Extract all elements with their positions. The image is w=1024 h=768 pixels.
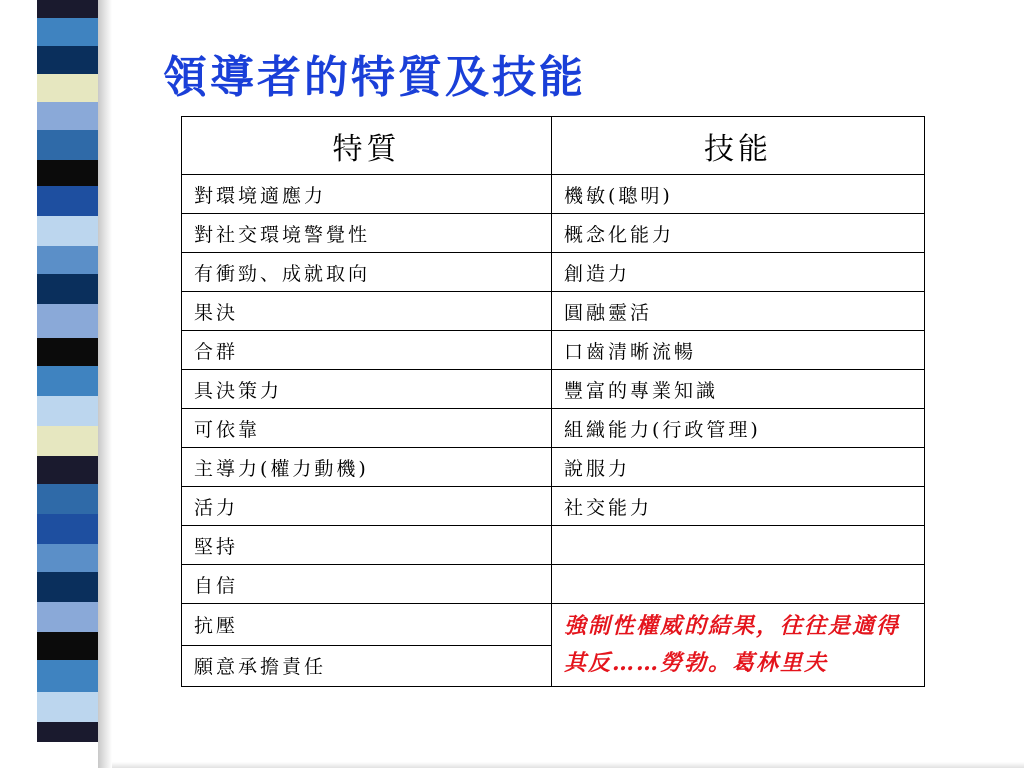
trait-cell: 對社交環境警覺性 [182, 214, 552, 253]
stripe-segment [37, 396, 98, 426]
skill-cell: 圓融靈活 [552, 292, 925, 331]
stripe-segment [37, 46, 98, 74]
table-row [182, 331, 925, 370]
skill-cell: 社交能力 [552, 487, 925, 526]
skill-cell [552, 526, 925, 565]
header-traits: 特質 [182, 117, 552, 175]
table-row [182, 487, 925, 526]
stripe-segment [37, 456, 98, 484]
stripe-segment [37, 572, 98, 602]
traits-skills-table [181, 116, 925, 687]
table-row [182, 175, 925, 214]
trait-cell: 可依靠 [182, 409, 552, 448]
bottom-edge-shadow [112, 762, 1024, 768]
stripe-segment [37, 160, 98, 186]
stripe-segment [37, 338, 98, 366]
trait-cell: 有衝勁、成就取向 [182, 253, 552, 292]
skill-cell: 說服力 [552, 448, 925, 487]
table-header-row [182, 117, 925, 175]
stripe-segment [37, 102, 98, 130]
trait-cell: 對環境適應力 [182, 175, 552, 214]
trait-cell: 願意承擔責任 [182, 645, 552, 687]
stripe-segment [37, 304, 98, 338]
skill-cell: 口齒清晰流暢 [552, 331, 925, 370]
stripe-segment [37, 632, 98, 660]
table-row [182, 604, 925, 646]
trait-cell: 抗壓 [182, 604, 552, 646]
table-row [182, 448, 925, 487]
stripe-segment [37, 544, 98, 572]
slide-title: 領導者的特質及技能 [163, 52, 586, 103]
stripe-segment [37, 18, 98, 46]
table-row [182, 565, 925, 604]
stripe-segment [37, 274, 98, 304]
stripe-segment [37, 0, 98, 18]
trait-cell: 合群 [182, 331, 552, 370]
skill-cell: 豐富的專業知識 [552, 370, 925, 409]
stripe-segment [37, 426, 98, 456]
quote-note: 強制性權威的結果，往往是適得其反……勞勃。葛林里夫 [552, 604, 925, 687]
trait-cell: 自信 [182, 565, 552, 604]
trait-cell: 堅持 [182, 526, 552, 565]
trait-cell: 主導力(權力動機) [182, 448, 552, 487]
trait-cell: 具決策力 [182, 370, 552, 409]
trait-cell: 果決 [182, 292, 552, 331]
skill-cell [552, 565, 925, 604]
header-skills: 技能 [552, 117, 925, 175]
skill-cell: 機敏(聰明) [552, 175, 925, 214]
table-row [182, 292, 925, 331]
stripe-segment [37, 186, 98, 216]
stripe-segment [37, 602, 98, 632]
table-row [182, 409, 925, 448]
stripe-segment [37, 216, 98, 246]
stripe-shadow [98, 0, 112, 768]
skill-cell: 概念化能力 [552, 214, 925, 253]
stripe-segment [37, 246, 98, 274]
stripe-segment [37, 692, 98, 722]
skill-cell: 創造力 [552, 253, 925, 292]
stripe-segment [37, 514, 98, 544]
stripe-segment [37, 130, 98, 160]
stripe-segment [37, 484, 98, 514]
skill-cell: 組織能力(行政管理) [552, 409, 925, 448]
table-row [182, 526, 925, 565]
stripe-segment [37, 722, 98, 742]
table-row [182, 370, 925, 409]
trait-cell: 活力 [182, 487, 552, 526]
table-row [182, 214, 925, 253]
stripe-segment [37, 366, 98, 396]
stripe-segment [37, 660, 98, 692]
table-row [182, 253, 925, 292]
decorative-stripe-bar [37, 0, 98, 768]
stripe-segment [37, 74, 98, 102]
